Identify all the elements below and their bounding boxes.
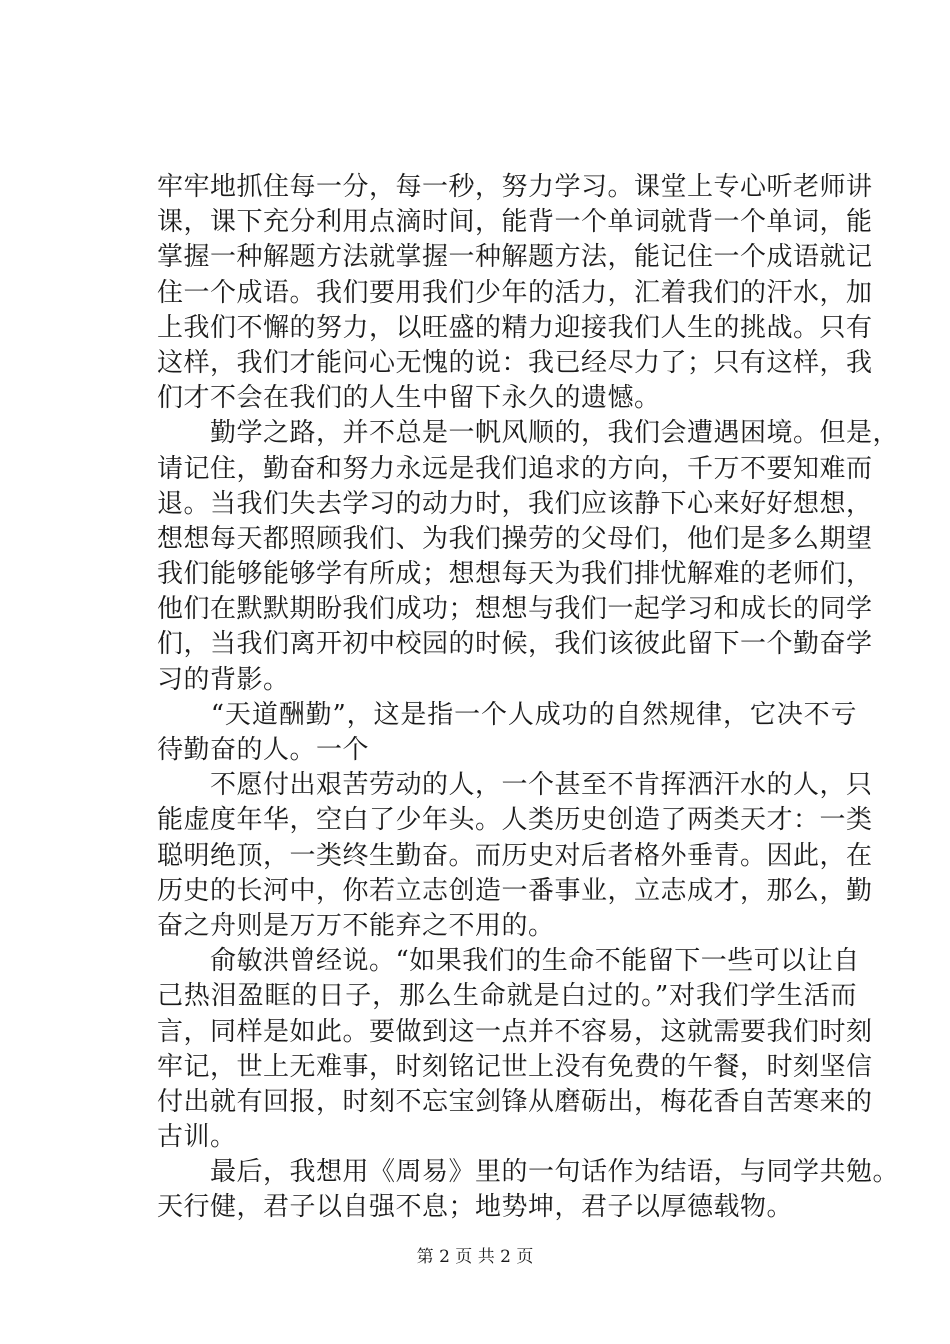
text-line: 己热泪盈眶的日子，那么生命就是白过的。”对我们学生活而 — [157, 981, 857, 1012]
text-line: 牢牢地抓住每一分，每一秒，努力学习。课堂上专心听老师讲 — [157, 172, 873, 202]
text-line: 历史的长河中，你若立志创造一番事业，立志成才，那么，勤 — [157, 875, 873, 906]
text-line: 奋之舟则是万万不能弃之不用的。 — [157, 910, 555, 941]
text-line: 待勤奋的人。一个 — [157, 735, 370, 765]
text-line: 他们在默默期盼我们成功；想想与我们一起学习和成长的同学 — [157, 594, 873, 625]
text-line: 想想每天都照顾我们、为我们操劳的父母们，他们是多么期望 — [157, 523, 873, 554]
text-line: “天道酬勤”，这是指一个人成功的自然规律，它决不亏 — [157, 699, 857, 730]
text-line: 天行健，君子以自强不息；地势坤，君子以厚德载物。 — [157, 1192, 794, 1223]
text-line: 住一个成语。我们要用我们少年的活力，汇着我们的汗水，加 — [157, 277, 873, 308]
text-line: 勤学之路，并不总是一帆风顺的，我们会遭遇困境。但是， — [157, 418, 900, 449]
text-line: 习的背影。 — [157, 664, 290, 695]
text-line: 能虚度年华，空白了少年头。人类历史创造了两类天才：一类 — [157, 805, 873, 836]
text-line: 不愿付出艰苦劳动的人，一个甚至不肯挥洒汗水的人，只 — [157, 770, 873, 801]
text-line: 言，同样是如此。要做到这一点并不容易，这就需要我们时刻 — [157, 1016, 873, 1047]
text-line: 聪明绝顶，一类终生勤奋。而历史对后者格外垂青。因此，在 — [157, 840, 873, 871]
text-line: 们才不会在我们的人生中留下永久的遗憾。 — [157, 383, 661, 414]
text-line: 们，当我们离开初中校园的时候，我们该彼此留下一个勤奋学 — [157, 629, 873, 660]
text-line: 我们能够能够学有所成；想想每天为我们排忧解难的老师们， — [157, 559, 873, 590]
text-line: 最后，我想用《周易》里的一句话作为结语，与同学共勉。 — [157, 1157, 900, 1188]
text-line: 请记住，勤奋和努力永远是我们追求的方向，千万不要知难而 — [157, 453, 873, 484]
text-line: 课，课下充分利用点滴时间，能背一个单词就背一个单词，能 — [157, 207, 873, 238]
text-line: 牢记，世上无难事，时刻铭记世上没有免费的午餐，时刻坚信 — [157, 1051, 873, 1082]
text-line: 这样，我们才能问心无愧的说：我已经尽力了；只有这样，我 — [157, 347, 873, 378]
text-line: 上我们不懈的努力，以旺盛的精力迎接我们人生的挑战。只有 — [157, 312, 873, 343]
text-line: 退。当我们失去学习的动力时，我们应该静下心来好好想想， — [157, 488, 873, 519]
text-line: 掌握一种解题方法就掌握一种解题方法，能记住一个成语就记 — [157, 242, 873, 273]
body-text — [157, 170, 900, 1226]
text-line: 付出就有回报，时刻不忘宝剑锋从磨砺出，梅花香自苦寒来的 — [157, 1086, 873, 1117]
text-line: 古训。 — [157, 1122, 237, 1153]
text-line: 俞敏洪曾经说。“如果我们的生命不能留下一些可以让自 — [157, 946, 860, 977]
page-footer: 第 2 页 共 2 页 — [416, 1247, 534, 1267]
